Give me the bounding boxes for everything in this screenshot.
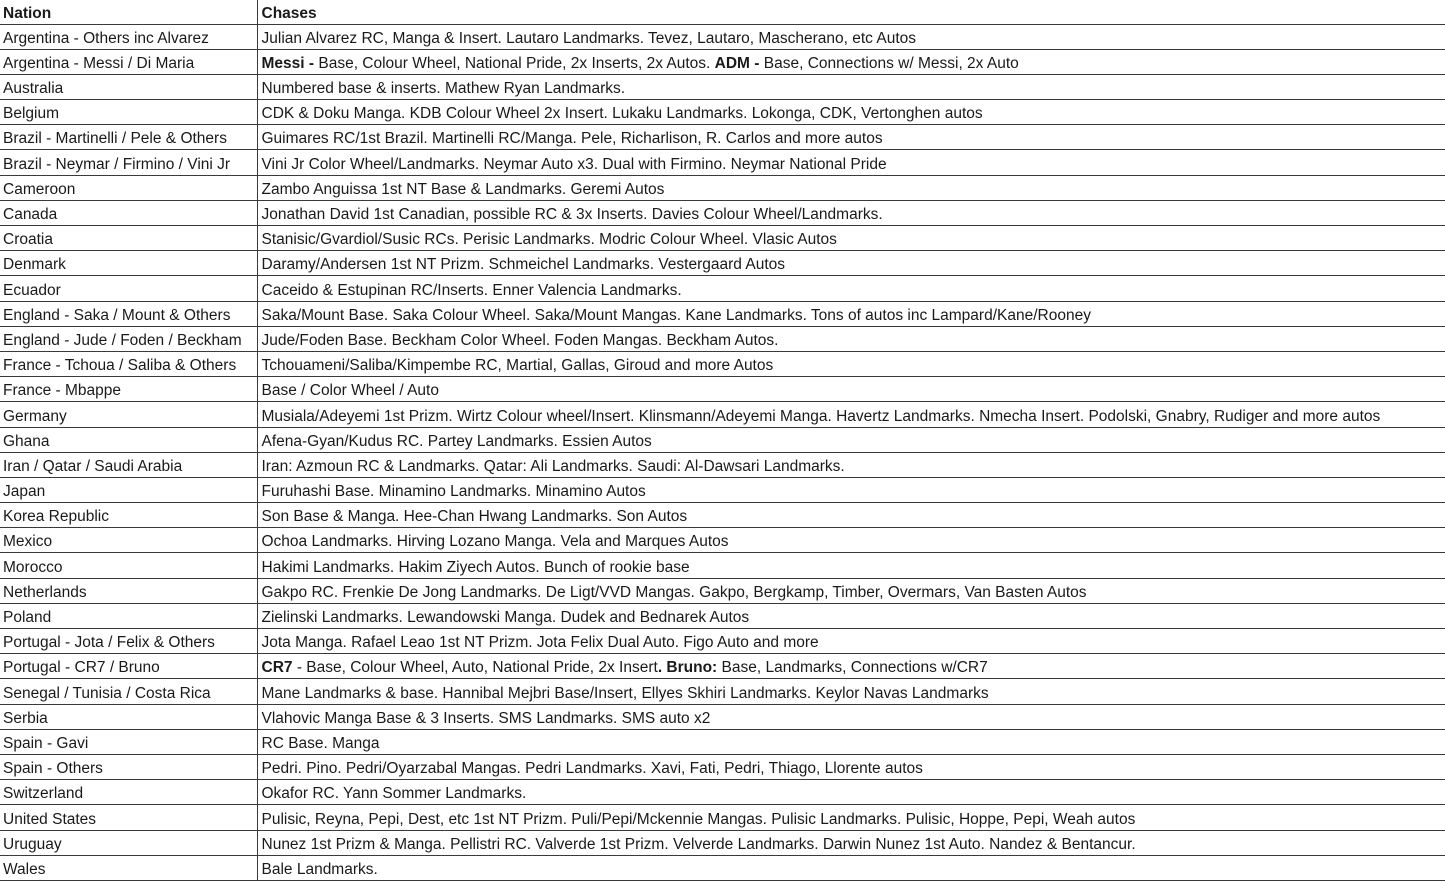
nation-cell[interactable]: Korea Republic — [0, 503, 257, 528]
chases-cell[interactable] — [257, 351, 1445, 376]
chases-text: . Bruno: — [657, 659, 718, 677]
chases-column-header[interactable]: Chases — [257, 0, 1445, 24]
table-row — [0, 503, 1445, 528]
chases-text: Zambo Anguissa 1st NT Base & Landmarks. Geremi Autos — [261, 180, 665, 198]
chases-text: Base, Connections w/ Messi, 2x Auto — [763, 54, 1019, 72]
chases-cell[interactable] — [257, 528, 1445, 553]
table-row — [0, 125, 1445, 150]
chases-cell[interactable] — [257, 125, 1445, 150]
chases-text: Pulisic, Reyna, Pepi, Dest, etc 1st NT Prizm. Puli/Pepi/Mckennie Mangas. Pulisic Landmarks. Pulisic, Hoppe, Pepi, Weah autos — [261, 810, 1136, 828]
table-body — [0, 24, 1445, 880]
nation-cell[interactable]: Netherlands — [0, 578, 257, 603]
chases-text: Iran: Azmoun RC & Landmarks. Qatar: Ali Landmarks. Saudi: Al-Dawsari Landmarks. — [261, 457, 845, 475]
nation-cell[interactable]: Serbia — [0, 704, 257, 729]
chases-text: Base / Color Wheel / Auto — [261, 382, 439, 400]
table-row — [0, 729, 1445, 754]
table-row — [0, 629, 1445, 654]
chases-text: Vini Jr Color Wheel/Landmarks. Neymar Auto x3. Dual with Firmino. Neymar National Pride — [261, 155, 887, 173]
chases-cell[interactable] — [257, 100, 1445, 125]
table-row — [0, 226, 1445, 251]
table-row — [0, 427, 1445, 452]
nation-cell[interactable]: Senegal / Tunisia / Costa Rica — [0, 679, 257, 704]
table-row — [0, 528, 1445, 553]
table-row — [0, 150, 1445, 175]
chases-text: Furuhashi Base. Minamino Landmarks. Minamino Autos — [261, 483, 646, 501]
chases-cell[interactable] — [257, 150, 1445, 175]
nation-cell[interactable]: Belgium — [0, 100, 257, 125]
chases-text: Messi - — [261, 54, 319, 72]
chases-cell[interactable] — [257, 276, 1445, 301]
table-row — [0, 377, 1445, 402]
table-row — [0, 402, 1445, 427]
chases-cell[interactable] — [257, 200, 1445, 225]
chases-cell[interactable] — [257, 226, 1445, 251]
table-row — [0, 830, 1445, 855]
chases-cell[interactable] — [257, 503, 1445, 528]
nation-cell[interactable]: Brazil - Martinelli / Pele & Others — [0, 125, 257, 150]
nation-cell[interactable]: Brazil - Neymar / Firmino / Vini Jr — [0, 150, 257, 175]
table-row — [0, 553, 1445, 578]
chases-text: Vlahovic Manga Base & 3 Inserts. SMS Landmarks. SMS auto x2 — [261, 709, 711, 727]
chases-text: Jota Manga. Rafael Leao 1st NT Prizm. Jota Felix Dual Auto. Figo Auto and more — [261, 634, 819, 652]
nation-cell[interactable]: France - Tchoua / Saliba & Others — [0, 351, 257, 376]
chases-text: Mane Landmarks & base. Hannibal Mejbri Base/Insert, Ellyes Skhiri Landmarks. Keylor Navas Landmarks — [261, 684, 989, 702]
chases-text: Saka/Mount Base. Saka Colour Wheel. Saka/Mount Mangas. Kane Landmarks. Tons of autos inc Lampard/Kane/Rooney — [261, 306, 1091, 324]
header-row — [0, 0, 1445, 24]
chases-text: Nunez 1st Prizm & Manga. Pellistri RC. Valverde 1st Prizm. Velverde Landmarks. Darwin Nunez 1st Auto. Nandez & Bentancur. — [261, 835, 1136, 853]
table-row — [0, 452, 1445, 477]
chases-text: Zielinski Landmarks. Lewandowski Manga. Dudek and Bednarek Autos — [261, 609, 750, 626]
chases-cell[interactable] — [257, 402, 1445, 427]
chases-text: Musiala/Adeyemi 1st Prizm. Wirtz Colour wheel/Insert. Klinsmann/Adeyemi Manga. Havertz Landmarks. Nmecha Insert. Podolski, Gnabry, Rudiger and more autos — [261, 407, 1381, 425]
table-row — [0, 780, 1445, 805]
chases-cell[interactable] — [257, 780, 1445, 805]
nation-column-header[interactable]: Nation — [0, 0, 257, 24]
nation-cell[interactable]: Portugal - Jota / Felix & Others — [0, 629, 257, 654]
nation-cell[interactable]: Cameroon — [0, 175, 257, 200]
nation-cell[interactable]: Poland — [0, 603, 257, 628]
table-row — [0, 351, 1445, 376]
table-row — [0, 301, 1445, 326]
chases-text: Stanisic/Gvardiol/Susic RCs. Perisic Landmarks. Modric Colour Wheel. Vlasic Autos — [261, 231, 837, 249]
nation-cell[interactable]: Germany — [0, 402, 257, 427]
nation-cell[interactable]: Croatia — [0, 226, 257, 251]
table-row — [0, 704, 1445, 729]
nation-cell[interactable]: Ecuador — [0, 276, 257, 301]
nation-cell[interactable]: Spain - Others — [0, 754, 257, 779]
table-row — [0, 24, 1445, 49]
table-row — [0, 200, 1445, 225]
chases-cell[interactable] — [257, 251, 1445, 276]
nation-cell[interactable]: Uruguay — [0, 830, 257, 855]
nation-cell[interactable]: Mexico — [0, 528, 257, 553]
nation-cell[interactable]: Argentina - Messi / Di Maria — [0, 49, 257, 74]
chases-cell[interactable] — [257, 830, 1445, 855]
nation-cell[interactable]: Wales — [0, 855, 257, 880]
nation-cell[interactable]: Spain - Gavi — [0, 729, 257, 754]
chases-text: Base, Colour Wheel, National Pride, 2x Inserts, 2x Autos. — [318, 54, 715, 72]
chases-cell[interactable] — [257, 377, 1445, 402]
chases-cell[interactable] — [257, 578, 1445, 603]
table-row — [0, 326, 1445, 351]
nation-cell[interactable]: Switzerland — [0, 780, 257, 805]
chases-cell[interactable] — [257, 301, 1445, 326]
chases-text: Gakpo RC. Frenkie De Jong Landmarks. De Ligt/VVD Mangas. Gakpo, Bergkamp, Timber, Overmars, Van Basten Autos — [261, 583, 1087, 601]
chases-cell[interactable] — [257, 452, 1445, 477]
table-row — [0, 276, 1445, 301]
chases-text: Daramy/Andersen 1st NT Prizm. Schmeichel Landmarks. Vestergaard Autos — [261, 256, 785, 274]
chases-text: Tchouameni/Saliba/Kimpembe RC, Martial, Gallas, Giroud and more Autos — [261, 357, 774, 375]
chases-cell[interactable] — [257, 629, 1445, 654]
chases-text: Okafor RC. Yann Sommer Landmarks. — [261, 785, 527, 803]
chases-text: Son Base & Manga. Hee-Chan Hwang Landmarks. Son Autos — [261, 508, 688, 526]
chases-cell[interactable] — [257, 603, 1445, 628]
table-row — [0, 578, 1445, 603]
chases-text: Jonathan David 1st Canadian, possible RC & 3x Inserts. Davies Colour Wheel/Landmarks. — [261, 206, 883, 223]
chases-text: Bale Landmarks. — [261, 860, 378, 878]
nation-cell[interactable]: Morocco — [0, 553, 257, 578]
chases-text: CDK & Doku Manga. KDB Colour Wheel 2x Insert. Lukaku Landmarks. Lokonga, CDK, Vertonghen autos — [261, 105, 983, 123]
table-row — [0, 805, 1445, 830]
table-row — [0, 855, 1445, 880]
chases-cell[interactable] — [257, 326, 1445, 351]
nation-cell[interactable]: Japan — [0, 477, 257, 502]
chases-text: CR7 — [261, 659, 293, 677]
nation-cell[interactable]: Ghana — [0, 427, 257, 452]
table-row — [0, 477, 1445, 502]
nation-cell[interactable]: France - Mbappe — [0, 377, 257, 402]
nation-cell[interactable]: Canada — [0, 200, 257, 225]
table-row — [0, 100, 1445, 125]
chases-cell[interactable] — [257, 704, 1445, 729]
chases-cell[interactable] — [257, 805, 1445, 830]
chases-text: Pedri. Pino. Pedri/Oyarzabal Mangas. Pedri Landmarks. Xavi, Fati, Pedri, Thiago, Llorente autos — [261, 760, 923, 778]
chases-cell[interactable] — [257, 679, 1445, 704]
table-row — [0, 49, 1445, 74]
chases-cell[interactable] — [257, 74, 1445, 99]
table-row — [0, 679, 1445, 704]
nation-cell[interactable]: Australia — [0, 74, 257, 99]
chases-cell[interactable] — [257, 654, 1445, 679]
chases-cell[interactable] — [257, 427, 1445, 452]
chases-text: ADM - — [714, 54, 764, 72]
chases-text: Jude/Foden Base. Beckham Color Wheel. Foden Mangas. Beckham Autos. — [261, 331, 779, 349]
table-row — [0, 603, 1445, 628]
nation-cell[interactable]: Denmark — [0, 251, 257, 276]
table-row — [0, 251, 1445, 276]
chases-text: - Base, Colour Wheel, Auto, National Pride, 2x Insert — [292, 659, 658, 677]
chases-cell[interactable] — [257, 24, 1445, 49]
nation-cell[interactable]: Argentina - Others inc Alvarez — [0, 24, 257, 49]
nation-cell[interactable]: Portugal - CR7 / Bruno — [0, 654, 257, 679]
table-row — [0, 654, 1445, 679]
table-row — [0, 754, 1445, 779]
table-row — [0, 175, 1445, 200]
chases-text: RC Base. Manga — [261, 734, 380, 752]
nation-cell[interactable]: England - Jude / Foden / Beckham — [0, 326, 257, 351]
chases-text: Ochoa Landmarks. Hirving Lozano Manga. Vela and Marques Autos — [261, 533, 729, 551]
chases-cell[interactable] — [257, 477, 1445, 502]
nation-cell[interactable]: England - Saka / Mount & Others — [0, 301, 257, 326]
table-row — [0, 74, 1445, 99]
nation-cell[interactable]: United States — [0, 805, 257, 830]
chases-cell[interactable] — [257, 855, 1445, 880]
chases-text: Guimares RC/1st Brazil. Martinelli RC/Manga. Pele, Richarlison, R. Carlos and more autos — [261, 130, 883, 148]
chases-text: Afena-Gyan/Kudus RC. Partey Landmarks. Essien Autos — [261, 432, 652, 450]
chases-text: Numbered base & inserts. Mathew Ryan Landmarks. — [261, 80, 626, 98]
chases-cell[interactable] — [257, 553, 1445, 578]
chases-text: Base, Landmarks, Connections w/CR7 — [717, 659, 988, 677]
chases-cell[interactable] — [257, 729, 1445, 754]
chases-text: Julian Alvarez RC, Manga & Insert. Lautaro Landmarks. Tevez, Lautaro, Mascherano, etc Autos — [261, 29, 917, 47]
chases-cell[interactable] — [257, 175, 1445, 200]
nation-cell[interactable]: Iran / Qatar / Saudi Arabia — [0, 452, 257, 477]
chases-text: Hakimi Landmarks. Hakim Ziyech Autos. Bunch of rookie base — [261, 558, 690, 576]
chases-cell[interactable] — [257, 754, 1445, 779]
chases-text: Caceido & Estupinan RC/Inserts. Enner Valencia Landmarks. — [261, 281, 682, 299]
chases-cell[interactable] — [257, 49, 1445, 74]
